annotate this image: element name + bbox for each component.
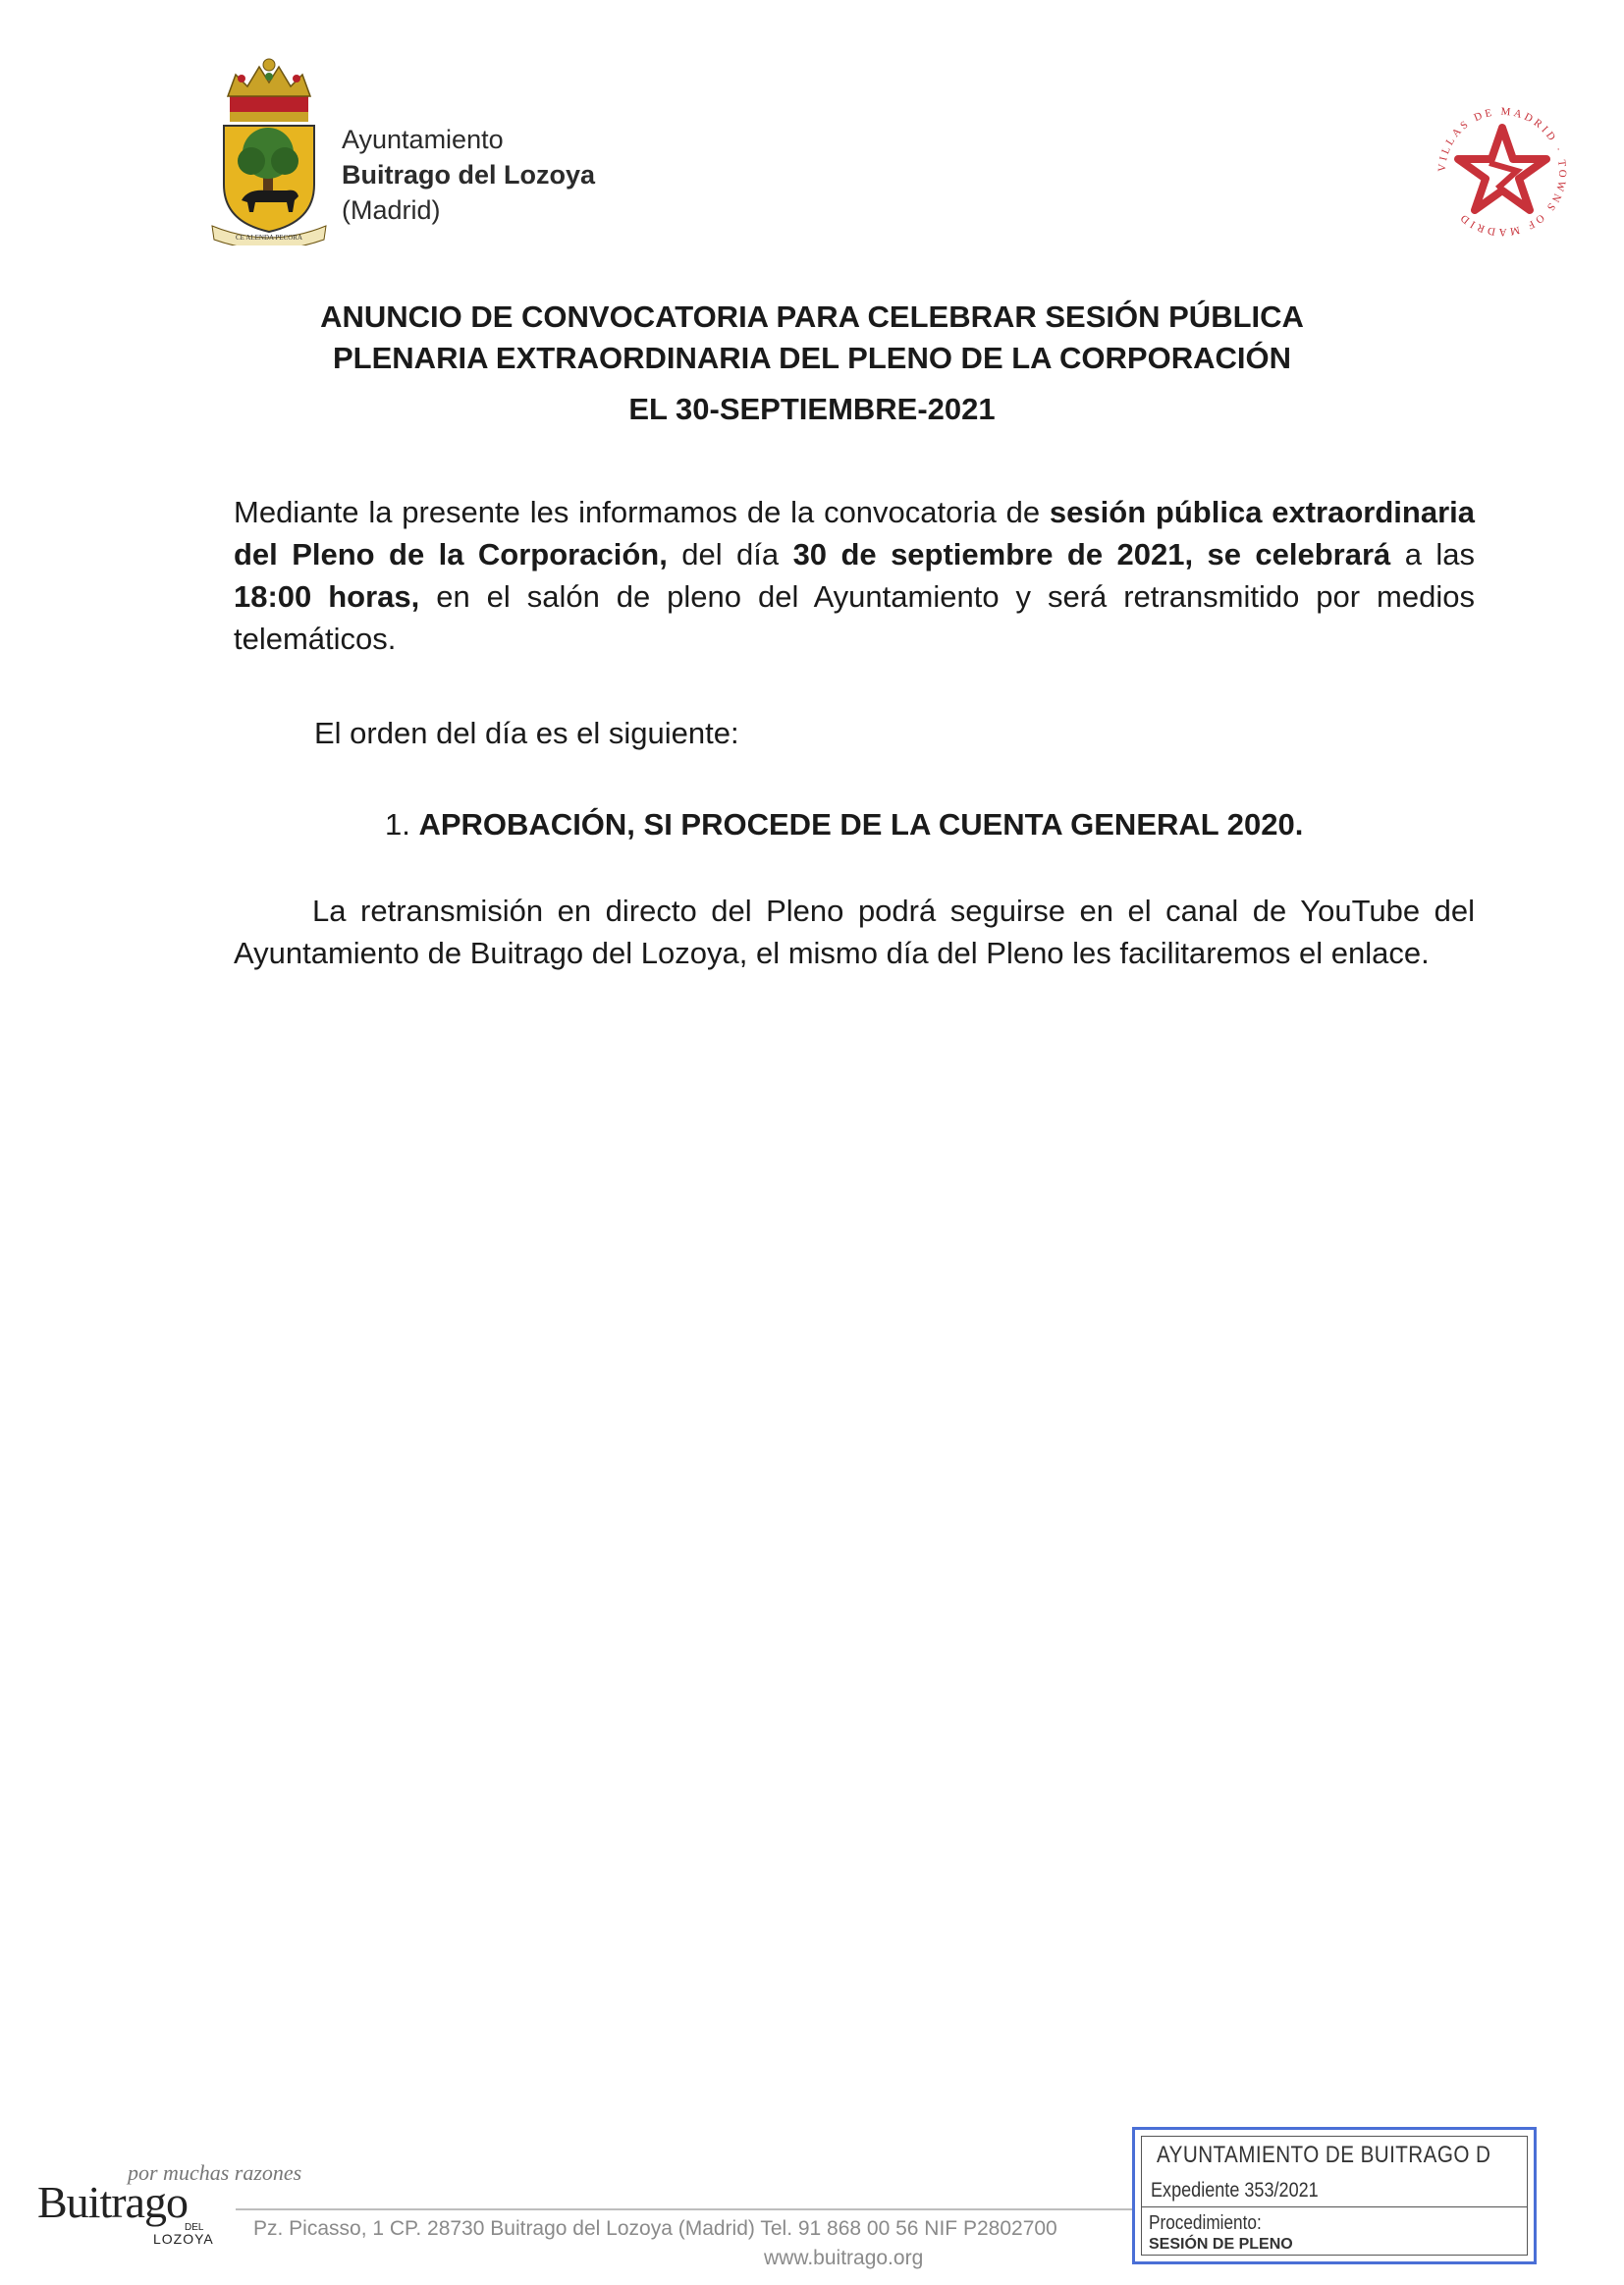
footer-brand-name: Buitrago xyxy=(37,2177,188,2227)
document-title xyxy=(0,297,1624,430)
org-line-town: Buitrago del Lozoya xyxy=(342,160,596,190)
agenda-item-text: APROBACIÓN, SI PROCEDE DE LA CUENTA GENERAL 2020. xyxy=(418,807,1304,842)
villas-de-madrid-logo xyxy=(1429,98,1576,245)
p1-text-e: a las xyxy=(1390,537,1475,571)
p1-text-c: del día xyxy=(667,537,793,571)
footer-website: www.buitrago.org xyxy=(764,2247,924,2269)
footer-divider xyxy=(236,2208,1218,2210)
coat-motto: CE ALENDA PECORA xyxy=(235,234,303,242)
p1-session-type: sesión pública extraordinaria del Pleno de la Corporación, xyxy=(234,495,1475,571)
stamp-organization: AYUNTAMIENTO DE BUITRAGO D xyxy=(1157,2142,1491,2168)
agenda-item-number: 1. xyxy=(385,807,419,842)
agenda-item xyxy=(385,803,1303,845)
announcement-paragraph xyxy=(234,491,1475,660)
agenda-intro: El orden del día es el siguiente: xyxy=(314,716,739,750)
title-line-1: ANUNCIO DE CONVOCATORIA PARA CELEBRAR SESIÓN PÚBLICA xyxy=(320,299,1304,334)
footer-address: Pz. Picasso, 1 CP. 28730 Buitrago del Lozoya (Madrid) Tel. 91 868 00 56 NIF P2802700 xyxy=(253,2217,1057,2240)
title-date: EL 30-SEPTIEMBRE-2021 xyxy=(628,392,996,426)
footer-brand-lozoya: LOZOYA xyxy=(153,2231,214,2247)
footer-brand-del: DEL xyxy=(185,2222,204,2233)
villas-ring-text: VILLAS DE MADRID · TOWNS OF MADRID xyxy=(1435,105,1569,239)
stamp-procedure-value: SESIÓN DE PLENO xyxy=(1149,2236,1293,2253)
p1-text-a: Mediante la presente les informamos de la convocatoria de xyxy=(234,495,1050,529)
p1-session-date: 30 de septiembre de 2021, se celebrará xyxy=(792,537,1391,571)
stamp-divider xyxy=(1141,2206,1528,2207)
p1-session-time: 18:00 horas, xyxy=(234,579,420,614)
stamp-expediente: Expediente 353/2021 xyxy=(1151,2179,1319,2202)
stamp-procedure-label: Procedimiento: xyxy=(1149,2212,1262,2234)
org-line-region: (Madrid) xyxy=(342,195,441,225)
coat-of-arms-logo xyxy=(208,57,330,245)
title-line-2: PLENARIA EXTRAORDINARIA DEL PLENO DE LA CORPORACIÓN xyxy=(333,341,1291,375)
p1-text-g: en el salón de pleno del Ayuntamiento y será retransmitido por medios telemáticos. xyxy=(234,579,1475,656)
broadcast-paragraph: La retransmisión en directo del Pleno podrá seguirse en el canal de YouTube del Ayuntamiento de Buitrago del Lozoya, el mismo día del Pleno les facilitaremos el enlace. xyxy=(234,894,1475,970)
registry-stamp xyxy=(1132,2127,1537,2264)
organization-name xyxy=(342,122,595,228)
footer-slogan: por muchas razones xyxy=(128,2160,302,2185)
org-line-ayuntamiento: Ayuntamiento xyxy=(342,125,504,154)
